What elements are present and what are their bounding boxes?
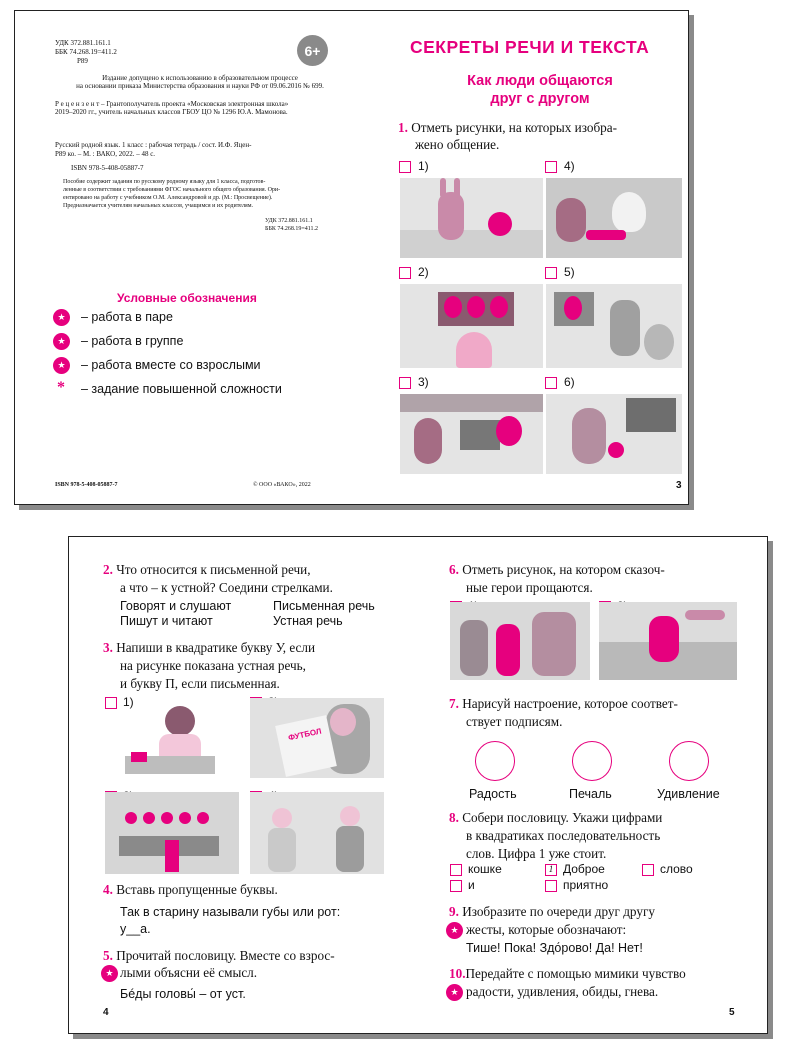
mood-sadness-label: Печаль [569,787,612,801]
pair-work-icon: ★ [446,984,463,1001]
surprise-face-circle[interactable] [669,741,709,781]
picture-2-three-bears [400,284,543,368]
age-rating-badge [297,35,328,66]
joy-face-circle[interactable] [475,741,515,781]
adult-work-icon: ★ [53,357,70,374]
task-5-line-2: лыми объясни её смысл. [120,965,258,980]
task-8-line-2: в квадратиках последовательность [466,828,661,843]
picture-3-checkbox[interactable] [399,377,411,389]
word-kind-box: 1 [545,864,557,876]
picture-6-label: 6) [564,375,575,389]
speech-right-2[interactable]: Устная речь [273,614,343,628]
picture-5-checkbox[interactable] [545,267,557,279]
group-work-icon: ★ [53,333,70,350]
speech-picture-1-girl-writing [105,698,239,778]
picture-3-fox-rooster [400,394,543,474]
task-5-text-1: Прочитай пословицу. Вместе со взрос- [116,948,335,963]
task-2-line-1 [103,561,311,579]
legend-difficulty: – задание повышенной сложности [81,382,282,396]
legend-group: – работа в группе [81,334,184,348]
sadness-face-circle[interactable] [572,741,612,781]
task-3-line-3: и букву П, если письменная. [120,676,280,691]
picture-6-checkbox[interactable] [545,377,557,389]
reviewer-line-1: Р е ц е н з е н т – Грантополучатель проекта «Московская электронная школа» [55,100,289,108]
task-5-line-1 [103,947,335,965]
description-line-4: Предназначается учителям начальных классов, учащимся и их родителям. [63,203,254,209]
speech-right-1[interactable]: Письменная речь [273,599,375,613]
mood-joy-label: Радость [469,787,517,801]
picture-6-grandmother [546,394,682,474]
task-6-text-1: Отметь рисунок, на котором сказоч- [462,562,665,577]
task-1-text-1: Отметь рисунки, на которых изобра- [411,120,618,135]
speech-picture-3-man-newspaper [250,698,384,778]
admission-line-2: на основании приказа Министерства образования и науки РФ от 09.06.2016 № 699. [76,82,324,90]
pair-work-icon: ★ [53,309,70,326]
page-number-3: 3 [676,480,682,491]
word-kind: Доброе [563,862,605,876]
task-6-number: 6. [449,562,459,577]
task-4-number: 4. [103,882,113,897]
task-3-line-2: на рисунке показана устная речь, [120,658,306,673]
picture-4-fox-crane [546,178,682,258]
picture-2-label: 2) [418,265,429,279]
bbk-code-bottom: ББК 74.268.19=411.2 [265,226,319,232]
pair-work-icon: ★ [446,922,463,939]
task-3-text-1: Напиши в квадратике букву У, если [116,640,316,655]
udk-code-bottom: УДК 372.881.161.1 [265,218,313,224]
task-8-text-1: Собери пословицу. Укажи цифрами [462,810,663,825]
task-4-text: Вставь пропущенные буквы. [116,882,278,897]
picture-4-checkbox[interactable] [545,161,557,173]
task-5-number: 5. [103,948,113,963]
task-1-line-2: жено общение. [415,137,500,152]
picture-4-label: 4) [564,159,575,173]
task-7-text-1: Нарисуй настроение, которое соответ- [462,696,678,711]
legend-title: Условные обозначения [117,291,257,305]
task-9-text-1: Изобразите по очереди друг другу [462,904,655,919]
picture-2-checkbox[interactable] [399,267,411,279]
speech-picture-4-boys-talking [250,792,384,874]
task-4-answer-blank[interactable]: у__а. [120,922,151,936]
task-10-text-1: Передайте с помощью мимики чувство [465,966,686,981]
biblio-line-1: Русский родной язык. 1 класс : рабочая тетрадь / сост. И.Ф. Яцен- [55,141,252,149]
task-8-number: 8. [449,810,459,825]
page-number-5: 5 [729,1007,735,1018]
task-9-number: 9. [449,904,459,919]
legend-pair: – работа в паре [81,310,173,324]
task-7-line-1 [449,695,678,713]
lesson-title-line-2: друг с другом [490,91,590,107]
bottom-spread [68,536,768,1034]
difficulty-star-icon: * [57,379,65,396]
word-pleasant-box[interactable] [545,880,557,892]
task-1-number: 1. [398,120,408,135]
mood-surprise-label: Удивление [657,787,720,801]
picture-1-hare-kolobok [400,178,543,258]
task-4-line [103,881,278,899]
task-10-line-2: радости, удивления, обиды, гнева. [466,984,659,999]
bbk-code: ББК 74.268.19=411.2 [55,48,117,56]
word-word: слово [660,862,693,876]
picture-1-checkbox[interactable] [399,161,411,173]
task-2-number: 2. [103,562,113,577]
farewell-picture-1-king-court [450,602,590,680]
word-pleasant: приятно [563,878,609,892]
picture-1-label: 1) [418,159,429,173]
description-line-2: ленные в соответствии с требованиями ФГОС начального общего образования. Ори- [63,187,281,193]
legend-adults: – работа вместе со взрослыми [81,358,261,372]
newspaper-title: ФУТБОЛ [287,726,323,743]
task-3-number: 3. [103,640,113,655]
farewell-picture-2-flying-hero [599,602,737,680]
footer-copyright: © ООО «ВАКО», 2022 [253,482,311,488]
word-kitten: кошке [468,862,502,876]
lesson-title-line-1: Как люди общаются [467,73,613,89]
reviewer-line-2: 2019–2020 гг., учитель начальных классов ГБОУ ЦО № 1296 Ю.А. Мамонова. [55,108,288,116]
proverb-text: Бéды головы́ – от уст. [120,987,246,1001]
description-line-1: Пособие содержит задания по русскому родному языку для 1 класса, подготов- [63,179,266,185]
gesture-words: Тише! Пока! Здо́рово! Да! Нет! [466,941,643,955]
age-rating-text: 6+ [304,42,321,59]
word-and-box[interactable] [450,880,462,892]
task-6-line-1 [449,561,665,579]
section-header: СЕКРЕТЫ РЕЧИ И ТЕКСТА [410,37,650,57]
admission-line-1: Издание допущено к использованию в образовательном процессе [102,74,298,82]
task-2-line-2: а что – к устной? Соедини стрелками. [120,580,333,595]
footer-isbn: ISBN 978-5-408-05887-7 [55,482,118,488]
speech-picture-2-choir [105,792,239,874]
task-6-line-2: ные герои прощаются. [466,580,593,595]
isbn: ISBN 978-5-408-05887-7 [71,164,144,172]
task-9-line-1 [449,903,655,921]
speech-left-1[interactable]: Говорят и слушают [120,599,232,613]
author-code: Р89 [77,57,88,65]
speech-picture-1-label: 1) [123,695,134,709]
task-7-line-2: ствует подписям. [466,714,563,729]
task-3-line-1 [103,639,315,657]
task-8-line-3: слов. Цифра 1 уже стоит. [466,846,607,861]
top-spread [14,10,689,505]
picture-5-princess-window [546,284,682,368]
task-9-line-2: жесты, которые обозначают: [466,922,627,937]
udk-code: УДК 372.881.161.1 [55,39,111,47]
speech-left-2[interactable]: Пишут и читают [120,614,213,628]
adult-work-icon: ★ [101,965,118,982]
word-and: и [468,878,475,892]
task-1-line-1 [398,119,617,137]
task-2-text-1: Что относится к письменной речи, [116,562,311,577]
page-number-4: 4 [103,1007,109,1018]
task-7-number: 7. [449,696,459,711]
word-word-box[interactable] [642,864,654,876]
task-4-riddle: Так в старину называли губы или рот: [120,905,341,919]
picture-3-label: 3) [418,375,429,389]
picture-5-label: 5) [564,265,575,279]
task-10-line-1 [449,965,686,983]
task-8-line-1 [449,809,662,827]
biblio-line-2: Р89 ко. – М. : ВАКО, 2022. – 48 с. [55,150,156,158]
task-10-number: 10. [449,966,466,981]
description-line-3: ентировано на работу с учебником О.М. Александровой и др. (М.: Просвещение). [63,195,273,201]
word-kitten-box[interactable] [450,864,462,876]
